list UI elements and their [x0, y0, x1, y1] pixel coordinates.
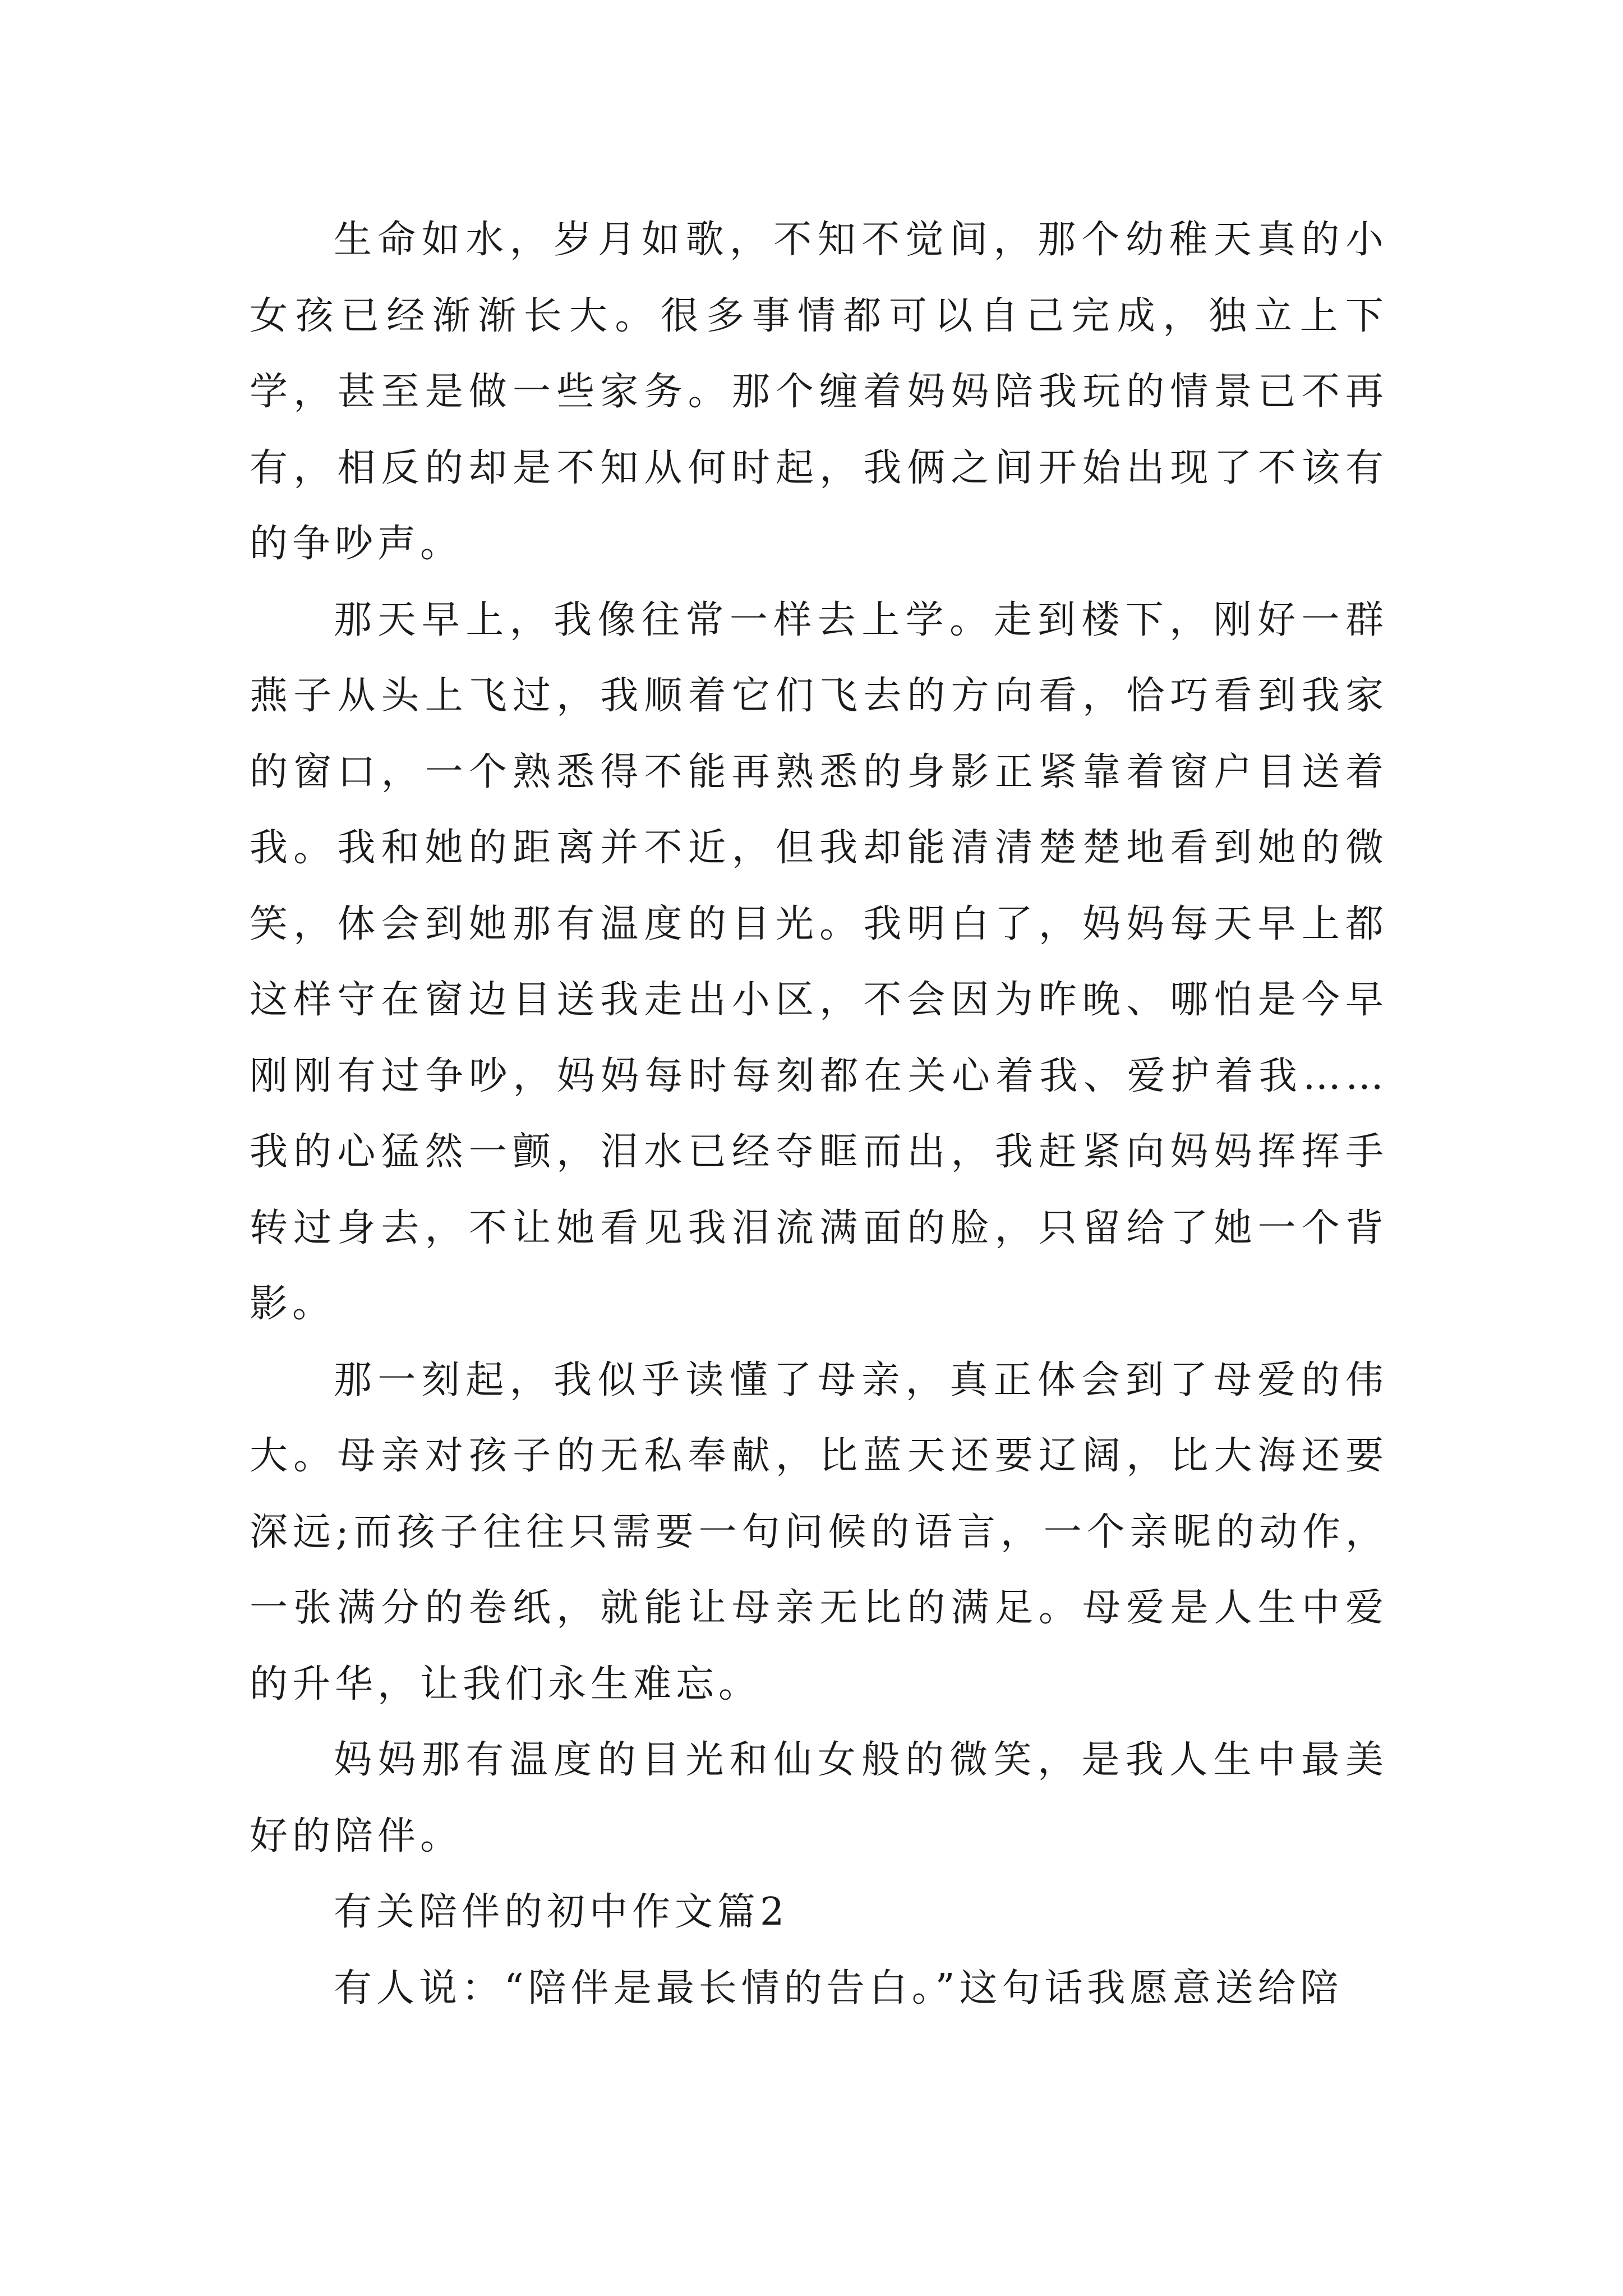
paragraph-4: 妈妈那有温度的目光和仙女般的微笑，是我人生中最美好的陪伴。	[250, 1738, 1388, 1858]
essay-body	[250, 202, 1388, 2026]
paragraph-5: 有人说：“陪伴是最长情的告白。”这句话我愿意送给陪	[334, 1966, 1343, 2010]
paragraph-2: 那天早上，我像往常一样去上学。走到楼下，刚好一群燕子从头上飞过，我顺着它们飞去的方向看，恰巧看到我家的窗口，一个熟悉得不能再熟悉的身影正紧靠着窗户目送着我。我和她的距离并不近，但我却能清清楚楚地看到她的微笑，体会到她那有温度的目光。我明白了，妈妈每天早上都这样守在窗边目送我走出小区，不会因为昨晚、哪怕是今早刚刚有过争吵，妈妈每时每刻都在关心着我、爱护着我……我的心猛然一颤，泪水已经夺眶而出，我赶紧向妈妈挥挥手转过身去，不让她看见我泪流满面的脸，只留给了她一个背影。	[250, 597, 1388, 1326]
section-heading: 有关陪伴的初中作文篇2	[334, 1890, 789, 1934]
paragraph-3: 那一刻起，我似乎读懂了母亲，真正体会到了母爱的伟大。母亲对孩子的无私奉献，比蓝天还要辽阔，比大海还要深远;而孩子往往只需要一句问候的语言，一个亲昵的动作，一张满分的卷纸，就能让母亲无比的满足。母爱是人生中爱的升华，让我们永生难忘。	[250, 1358, 1388, 1706]
paragraph-1: 生命如水，岁月如歌，不知不觉间，那个幼稚天真的小女孩已经渐渐长大。很多事情都可以自己完成，独立上下学，甚至是做一些家务。那个缠着妈妈陪我玩的情景已不再有，相反的却是不知从何时起，我俩之间开始出现了不该有的争吵声。	[250, 218, 1388, 566]
